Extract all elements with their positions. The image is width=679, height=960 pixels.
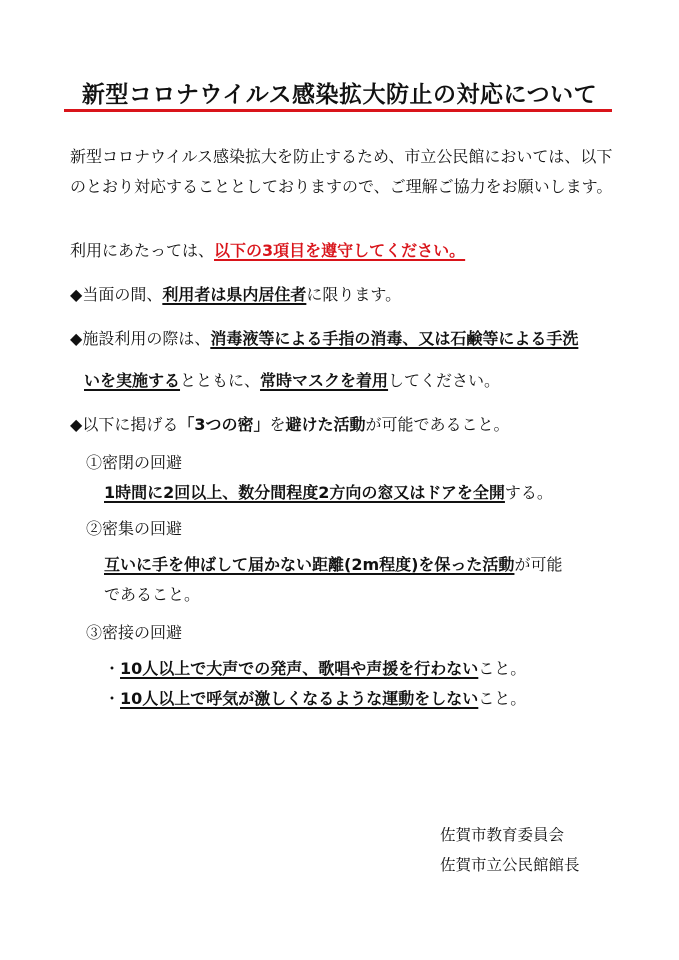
sub2-heading: ②密集の回避 bbox=[86, 519, 183, 538]
item1-line bbox=[70, 284, 401, 306]
item3-pre: 以下に掲げる bbox=[82, 415, 179, 434]
sub3-point-2-emphasis: 10人以上で呼気が激しくなるような運動をしない bbox=[120, 689, 479, 708]
sub3-point-2-post: こと。 bbox=[478, 689, 527, 708]
item2-post: してください。 bbox=[388, 371, 501, 390]
item3-emphasis-1: 「3つの密」 bbox=[178, 415, 270, 434]
item1-pre: 当面の間、 bbox=[82, 285, 163, 304]
dot-bullet-icon: ・ bbox=[104, 689, 121, 708]
sub2-emphasis: 互いに手を伸ばして届かない距離(2m程度)を保った活動 bbox=[104, 555, 515, 574]
item2-line-2 bbox=[84, 370, 500, 392]
sub2-continuation: であること。 bbox=[104, 585, 201, 604]
item3-line bbox=[70, 414, 510, 436]
diamond-bullet-icon: ◆ bbox=[70, 329, 83, 348]
notice-highlight: 以下の3項目を遵守してください。 bbox=[214, 241, 466, 260]
item1-emphasis: 利用者は県内居住者 bbox=[162, 285, 307, 304]
sub3-point-2 bbox=[104, 688, 526, 710]
item3-mid: を bbox=[269, 415, 286, 434]
item2-emphasis-1: 消毒液等による手指の消毒、又は石鹸等による手洗 bbox=[210, 329, 579, 348]
sub1-heading: ①密閉の回避 bbox=[86, 453, 183, 472]
diamond-bullet-icon: ◆ bbox=[70, 285, 83, 304]
sub2-line bbox=[104, 554, 562, 576]
signature-line-1: 佐賀市教育委員会 bbox=[440, 826, 565, 844]
intro-line-1: 新型コロナウイルス感染拡大を防止するため、市立公民館においては、以下 bbox=[70, 147, 613, 166]
item2-mid: とともに、 bbox=[180, 371, 261, 390]
sub1-line bbox=[104, 482, 553, 504]
notice-line bbox=[70, 240, 465, 262]
item3-emphasis-2: 避けた活動 bbox=[285, 415, 366, 434]
item1-post: に限ります。 bbox=[306, 285, 402, 304]
notice-prefix: 利用にあたっては、 bbox=[70, 241, 215, 260]
item3-post: が可能であること。 bbox=[365, 415, 510, 434]
sub2-post: が可能 bbox=[514, 555, 563, 574]
item2-line-1 bbox=[70, 328, 578, 350]
item2-emphasis-2: 常時マスクを着用 bbox=[260, 371, 389, 390]
diamond-bullet-icon: ◆ bbox=[70, 415, 83, 434]
signature-line-2: 佐賀市立公民館館長 bbox=[440, 856, 580, 874]
title-underline-rule bbox=[64, 109, 612, 112]
dot-bullet-icon: ・ bbox=[104, 659, 121, 678]
item2-emphasis-1-cont: いを実施する bbox=[84, 371, 181, 390]
sub3-point-1 bbox=[104, 658, 526, 680]
page-title: 新型コロナウイルス感染拡大防止の対応について bbox=[81, 82, 598, 108]
sub1-post: する。 bbox=[504, 483, 553, 502]
sub3-point-1-emphasis: 10人以上で大声での発声、歌唱や声援を行わない bbox=[120, 659, 479, 678]
sub3-heading: ③密接の回避 bbox=[86, 623, 183, 642]
intro-line-2: のとおり対応することとしておりますので、ご理解ご協力をお願いします。 bbox=[70, 177, 613, 196]
item2-pre: 施設利用の際は、 bbox=[82, 329, 211, 348]
sub3-point-1-post: こと。 bbox=[478, 659, 527, 678]
sub1-emphasis: 1時間に2回以上、数分間程度2方向の窓又はドアを全開 bbox=[104, 483, 505, 502]
